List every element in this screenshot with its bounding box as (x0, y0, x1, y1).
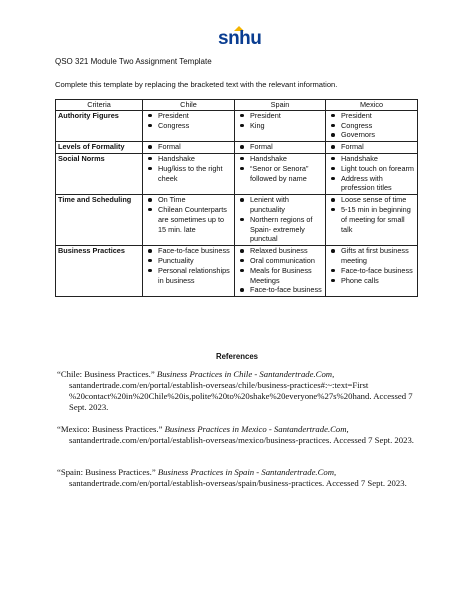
bullet-list (237, 246, 323, 295)
list-item: Hug/kiss to the right cheek (145, 164, 232, 184)
list-item: Light touch on forearm (328, 164, 415, 174)
cell-chile (143, 246, 235, 297)
list-item: Personal relationships in business (145, 266, 232, 286)
bullet-list (328, 111, 415, 140)
reference-lead: “Mexico: Business Practices.” (57, 424, 165, 434)
page-title: QSO 321 Module Two Assignment Template (55, 57, 212, 66)
list-item: Governors (328, 130, 415, 140)
cell-spain (235, 195, 326, 246)
cell-spain (235, 246, 326, 297)
list-item: Face-to-face business (145, 246, 232, 256)
reference-title: Business Practices in Spain - Santandertrade.Com (157, 467, 335, 477)
cell-chile (143, 195, 235, 246)
list-item: Congress (145, 121, 232, 131)
list-item: 5-15 min in beginning of meeting for small talk (328, 205, 415, 234)
list-item: On Time (145, 195, 232, 205)
cell-mexico (326, 110, 418, 141)
list-item: Northern regions of Spain- extremely punctual (237, 215, 323, 244)
table-header-row (56, 100, 418, 111)
list-item: President (328, 111, 415, 121)
cell-spain (235, 153, 326, 194)
list-item: Address with profession titles (328, 174, 415, 194)
header-spain: Spain (235, 100, 326, 111)
header-criteria: Criteria (56, 100, 143, 111)
bullet-list (328, 246, 415, 285)
cell-chile (143, 110, 235, 141)
list-item: Formal (145, 142, 232, 152)
list-item: Formal (237, 142, 323, 152)
list-item: Lenient with punctuality (237, 195, 323, 215)
bullet-list (328, 195, 415, 234)
bullet-list (237, 142, 323, 152)
cell-mexico (326, 153, 418, 194)
cell-chile (143, 153, 235, 194)
bullet-list (328, 154, 415, 193)
list-item: Gifts at first business meeting (328, 246, 415, 266)
reference-title: Business Practices in Mexico - Santandertrade.Com (164, 424, 347, 434)
list-item: Oral communication (237, 256, 323, 266)
bullet-list (145, 111, 232, 131)
bullet-list (145, 142, 232, 152)
instructions-text: Complete this template by replacing the bracketed text with the relevant information. (55, 80, 338, 89)
cell-mexico (326, 195, 418, 246)
reference-rest: , santandertrade.com/en/portal/establish-overseas/chile/business-practices#:~:text=First %20contact%20in%20Chile%20is,polite%20to%20shake%20everyone%27s%20hand. Accessed 7 Sept. 2023. (69, 369, 413, 412)
table-row (56, 246, 418, 297)
list-item: Handshake (237, 154, 323, 164)
list-item: Punctuality (145, 256, 232, 266)
list-item: King (237, 121, 323, 131)
row-criteria: Levels of Formality (56, 142, 143, 154)
cell-mexico (326, 246, 418, 297)
row-criteria: Time and Scheduling (56, 195, 143, 246)
reference-lead: “Chile: Business Practices.” (57, 369, 157, 379)
list-item: Meals for Business Meetings (237, 266, 323, 286)
assignment-table (55, 99, 418, 297)
bullet-list (145, 246, 232, 285)
list-item: Formal (328, 142, 415, 152)
table-row (56, 110, 418, 141)
bullet-list (237, 195, 323, 244)
row-criteria: Business Practices (56, 246, 143, 297)
list-item: Handshake (145, 154, 232, 164)
cell-chile (143, 142, 235, 154)
reference-rest: , santandertrade.com/en/portal/establish-overseas/spain/business-practices. Accessed 7 Sept. 2023. (69, 467, 407, 488)
references-heading: References (215, 352, 259, 361)
header-chile: Chile (143, 100, 235, 111)
row-criteria: Social Norms (56, 153, 143, 194)
bullet-list (145, 154, 232, 183)
list-item: President (145, 111, 232, 121)
list-item: Chilean Counterparts are sometimes up to 15 min. late (145, 205, 232, 234)
header-mexico: Mexico (326, 100, 418, 111)
bullet-list (237, 111, 323, 131)
list-item: President (237, 111, 323, 121)
reference-lead: “Spain: Business Practices.” (57, 467, 158, 477)
list-item: Face-to-face business (237, 285, 323, 295)
cell-spain (235, 142, 326, 154)
reference-title: Business Practices in Chile - Santandertrade.Com (156, 369, 333, 379)
table-row (56, 195, 418, 246)
reference-mexico (57, 424, 423, 446)
reference-chile (57, 369, 423, 413)
logo-text: snhu (218, 28, 262, 49)
table-row (56, 142, 418, 154)
bullet-list (145, 195, 232, 234)
list-item: Handshake (328, 154, 415, 164)
list-item: Phone calls (328, 276, 415, 286)
list-item: Face-to-face business (328, 266, 415, 276)
cell-spain (235, 110, 326, 141)
cell-mexico (326, 142, 418, 154)
list-item: Congress (328, 121, 415, 131)
list-item: Loose sense of time (328, 195, 415, 205)
bullet-list (237, 154, 323, 183)
reference-spain (57, 467, 423, 489)
list-item: “Senor or Senora” followed by name (237, 164, 323, 184)
reference-rest: , santandertrade.com/en/portal/establish-overseas/mexico/business-practices. Accessed 7 Sept. 2023. (69, 424, 414, 445)
row-criteria: Authority Figures (56, 110, 143, 141)
bullet-list (328, 142, 415, 152)
list-item: Relaxed business (237, 246, 323, 256)
table-row (56, 153, 418, 194)
snhu-logo (218, 26, 262, 54)
